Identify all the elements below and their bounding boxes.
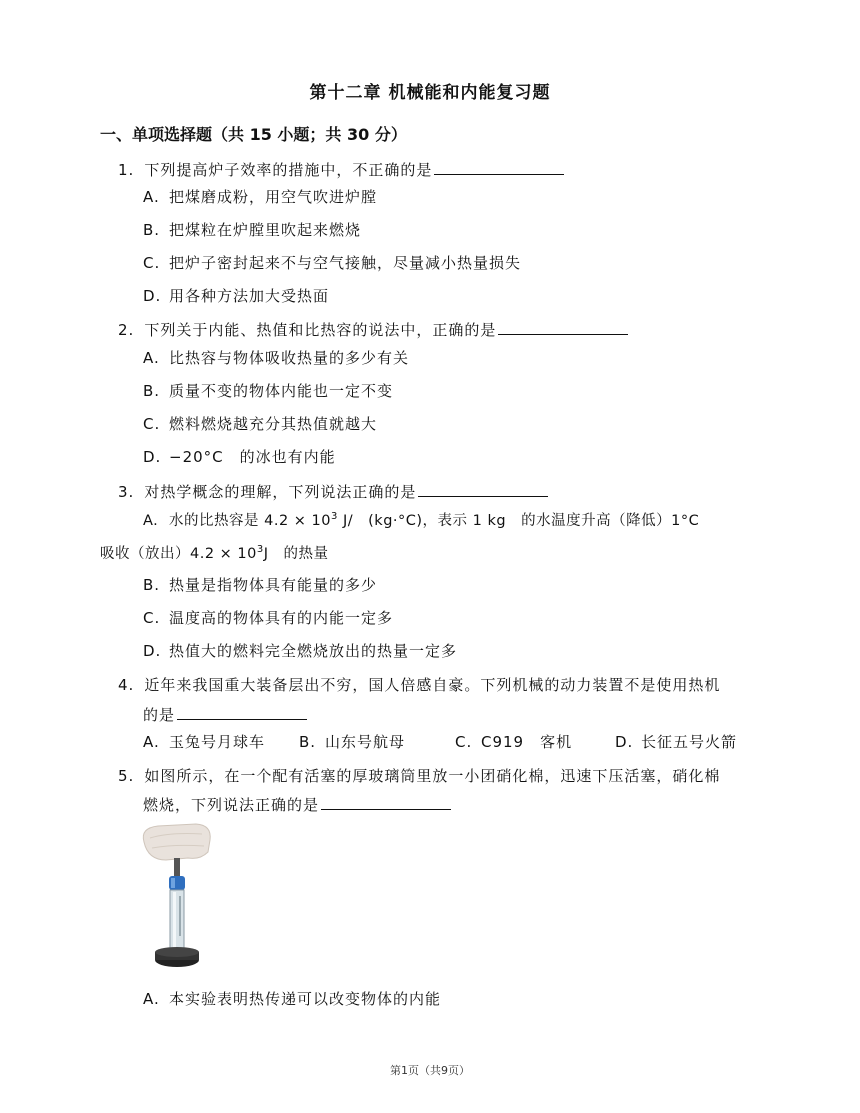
answer-blank[interactable] — [418, 480, 548, 497]
question-stem: 近年来我国重大装备层出不穷，国人倍感自豪。下列机械的动力装置不是使用热机 — [144, 676, 721, 694]
superscript: 3 — [256, 544, 264, 555]
option-b — [143, 574, 377, 595]
question-5-continuation — [143, 793, 451, 815]
option-text: J/ (kg·°C)，表示 1 kg 的水温度升高（降低）1°C — [337, 513, 700, 529]
option-c — [143, 252, 521, 273]
option-label: C. — [143, 415, 161, 433]
option-a — [143, 509, 699, 530]
option-d — [143, 285, 329, 306]
question-stem: 下列提高炉子效率的措施中，不正确的是 — [144, 161, 433, 179]
option-label: D. — [615, 733, 634, 751]
option-label: A. — [143, 990, 160, 1008]
option-label: A. — [143, 733, 160, 751]
options-row — [143, 731, 737, 752]
answer-blank[interactable] — [498, 318, 628, 335]
option-label: D. — [143, 287, 162, 305]
option-a — [143, 988, 441, 1009]
option-text: J 的热量 — [263, 546, 329, 562]
option-text: 热值大的燃料完全燃烧放出的热量一定多 — [169, 642, 458, 660]
question-3 — [118, 480, 548, 502]
question-number: 5. — [118, 767, 135, 785]
option-label: B. — [143, 382, 161, 400]
answer-blank[interactable] — [321, 793, 451, 810]
option-text: 吸收（放出）4.2 × 10 — [100, 546, 257, 562]
question-4-continuation — [143, 703, 307, 725]
option-text: 山东号航母 — [325, 733, 406, 751]
option-text: 质量不变的物体内能也一定不变 — [169, 382, 394, 400]
question-stem: 对热学概念的理解，下列说法正确的是 — [144, 483, 417, 501]
option-a — [143, 731, 299, 752]
option-label: A. — [143, 349, 160, 367]
option-a — [143, 347, 409, 368]
question-stem: 如图所示，在一个配有活塞的厚玻璃筒里放一小团硝化棉，迅速下压活塞，硝化棉 — [144, 767, 721, 785]
option-d — [615, 731, 737, 752]
option-a — [143, 186, 377, 207]
option-text: 比热容与物体吸收热量的多少有关 — [169, 349, 410, 367]
answer-blank[interactable] — [177, 703, 307, 720]
option-d — [143, 446, 336, 467]
option-c — [143, 413, 377, 434]
option-text: 长征五号火箭 — [641, 733, 738, 751]
question-5 — [118, 765, 720, 786]
page-footer: 第1页（共9页） — [390, 1064, 470, 1077]
question-number: 1. — [118, 161, 135, 179]
option-c — [455, 731, 615, 752]
option-text: 温度高的物体具有的内能一定多 — [169, 609, 394, 627]
option-label: C. — [143, 609, 161, 627]
option-text: 把煤磨成粉，用空气吹进炉膛 — [169, 188, 378, 206]
option-text: 水的比热容是 4.2 × 10 — [169, 513, 331, 529]
question-stem: 下列关于内能、热值和比热容的说法中，正确的是 — [144, 321, 497, 339]
option-label: B. — [299, 733, 317, 751]
option-text: 燃料燃烧越充分其热值就越大 — [169, 415, 378, 433]
option-b — [143, 219, 361, 240]
question-number: 2. — [118, 321, 135, 339]
option-text: 本实验表明热传递可以改变物体的内能 — [169, 990, 442, 1008]
option-c — [143, 607, 393, 628]
superscript: 3 — [331, 511, 338, 522]
option-label: C. — [455, 733, 473, 751]
option-label: D. — [143, 448, 162, 466]
option-d — [143, 640, 457, 661]
question-1 — [118, 158, 564, 180]
option-text: 热量是指物体具有能量的多少 — [169, 576, 378, 594]
piston-cylinder-figure — [130, 820, 220, 980]
page-title: 第十二章 机械能和内能复习题 — [309, 83, 551, 103]
answer-blank[interactable] — [434, 158, 564, 175]
question-4 — [118, 674, 720, 695]
option-label: A. — [143, 188, 160, 206]
option-label: B. — [143, 221, 161, 239]
question-2 — [118, 318, 628, 340]
option-text: C919 客机 — [481, 733, 573, 751]
option-a-continuation — [100, 542, 329, 563]
section-heading: 一、单项选择题（共 15 小题；共 30 分） — [100, 125, 407, 144]
option-text: 把煤粒在炉膛里吹起来燃烧 — [169, 221, 362, 239]
option-b — [143, 380, 393, 401]
question-stem: 的是 — [143, 706, 176, 724]
option-label: C. — [143, 254, 161, 272]
option-text: 玉兔号月球车 — [169, 733, 266, 751]
option-text: 把炉子密封起来不与空气接触，尽量减小热量损失 — [169, 254, 522, 272]
option-label: A. — [143, 513, 159, 529]
option-text: 用各种方法加大受热面 — [169, 287, 330, 305]
option-text: −20°C 的冰也有内能 — [169, 448, 336, 466]
question-stem: 燃烧，下列说法正确的是 — [143, 796, 320, 814]
question-number: 4. — [118, 676, 135, 694]
option-label: D. — [143, 642, 162, 660]
option-b — [299, 731, 455, 752]
option-label: B. — [143, 576, 161, 594]
question-number: 3. — [118, 483, 135, 501]
